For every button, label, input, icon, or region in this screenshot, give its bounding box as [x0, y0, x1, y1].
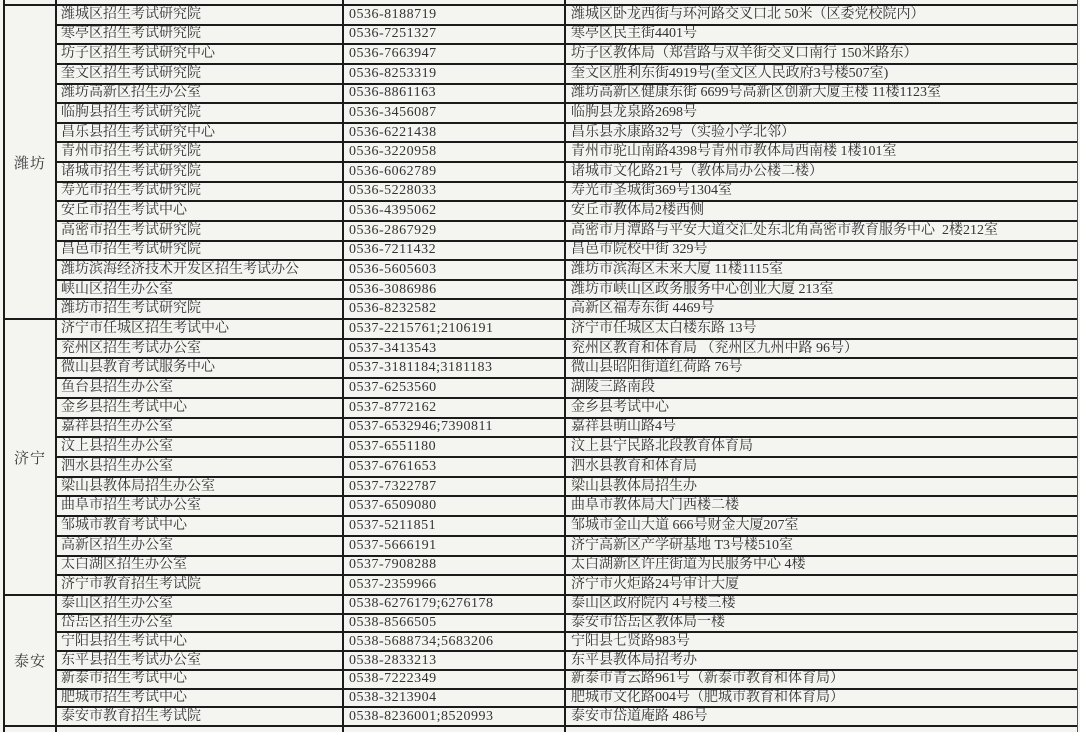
table-row	[57, 259, 1077, 279]
office-name-cell: 昌邑市招生考试研究院	[57, 242, 344, 260]
office-name-cell: 鱼台县招生办公室	[57, 379, 344, 397]
office-name-cell: 奎文区招生考试研究院	[57, 65, 344, 83]
address-cell: 高新区福寿东街 4469号	[571, 301, 715, 317]
office-name-cell: 泰山区招生办公室	[57, 596, 344, 613]
partial-office-cell	[57, 727, 344, 732]
address-cell: 东平县教体局招考办	[571, 652, 697, 668]
address-cell: 太白湖新区许庄街道为民服务中心 4楼	[571, 557, 806, 573]
exam-offices-table	[3, 0, 1078, 732]
table-row	[57, 555, 1077, 575]
phone-cell: 0537-3181184;3181183	[344, 359, 566, 377]
table-row	[57, 6, 1077, 24]
phone-cell: 0536-7211432	[344, 242, 566, 260]
office-name-cell: 峡山区招生办公室	[57, 281, 344, 299]
office-name-cell: 微山县教育考试服务中心	[57, 359, 344, 377]
address-cell: 汶上县宁民路北段教育体育局	[571, 439, 753, 455]
partial-city-cell	[5, 727, 57, 732]
city-section	[5, 6, 1077, 320]
phone-cell: 0536-4395062	[344, 202, 566, 220]
address-cell: 寒亭区民主街4401号	[571, 26, 697, 42]
phone-cell: 0537-2359966	[344, 576, 566, 594]
table-row	[57, 141, 1077, 161]
address-cell: 曲阜市教体局大门西楼二楼	[571, 498, 739, 514]
phone-cell: 0536-8253319	[344, 65, 566, 83]
phone-cell: 0536-3220958	[344, 143, 566, 161]
phone-cell: 0538-3213904	[344, 690, 566, 707]
address-cell: 青州市驼山南路4398号青州市教体局西南楼 1楼101室	[571, 144, 897, 160]
phone-cell: 0537-6509080	[344, 497, 566, 515]
city-label: 济宁	[5, 320, 57, 594]
address-cell: 潍坊市滨海区未来大厦 11楼1115室	[571, 261, 783, 277]
address-cell: 安丘市教体局2楼西侧	[571, 203, 704, 219]
address-cell: 泰山区政府院内 4号楼三楼	[571, 596, 736, 612]
table-row	[57, 669, 1077, 688]
address-cell: 坊子区教体局（郑营路与双羊街交叉口南行 150米路东）	[571, 46, 918, 62]
office-name-cell: 昌乐县招生考试研究中心	[57, 124, 344, 142]
phone-cell: 0538-7222349	[344, 671, 566, 688]
partial-address-cell	[566, 0, 1077, 4]
office-name-cell: 嘉祥县招生办公室	[57, 419, 344, 437]
table-row	[57, 397, 1077, 417]
section-rows	[57, 596, 1077, 725]
office-name-cell: 兖州区招生考试办公室	[57, 340, 344, 358]
partial-address-cell	[566, 727, 1077, 732]
table-row	[57, 279, 1077, 299]
phone-cell: 0536-7251327	[344, 26, 566, 44]
phone-cell: 0536-2867929	[344, 222, 566, 240]
table-row	[57, 631, 1077, 650]
table-row	[57, 436, 1077, 456]
table-bottom-partial-row	[5, 727, 1077, 732]
table-row	[57, 220, 1077, 240]
phone-cell: 0537-5666191	[344, 537, 566, 555]
table-row	[57, 596, 1077, 613]
phone-cell: 0537-7322787	[344, 478, 566, 496]
address-cell: 济宁市火炬路24号审计大厦	[571, 577, 739, 593]
address-cell: 湖陵三路南段	[571, 380, 655, 396]
office-name-cell: 潍坊高新区招生办公室	[57, 85, 344, 103]
phone-cell: 0537-3413543	[344, 340, 566, 358]
table-row	[57, 43, 1077, 63]
table-row	[57, 161, 1077, 181]
office-name-cell: 曲阜市招生考试办公室	[57, 497, 344, 515]
table-row	[57, 240, 1077, 260]
address-cell: 嘉祥县萌山路4号	[571, 419, 676, 435]
office-name-cell: 寿光市招生考试研究院	[57, 183, 344, 201]
office-name-cell: 寒亭区招生考试研究院	[57, 26, 344, 44]
office-name-cell: 新泰市招生考试中心	[57, 671, 344, 688]
table-row	[57, 574, 1077, 594]
partial-city-cell	[5, 0, 57, 4]
office-name-cell: 济宁市任城区招生考试中心	[57, 320, 344, 338]
phone-cell: 0538-5688734;5683206	[344, 633, 566, 650]
office-name-cell: 岱岳区招生办公室	[57, 615, 344, 632]
address-cell: 高密市月潭路与平安大道交汇处东北角高密市教育服务中心 2楼212室	[571, 222, 998, 238]
address-cell: 济宁市任城区太白楼东路 13号	[571, 320, 757, 336]
office-name-cell: 安丘市招生考试中心	[57, 202, 344, 220]
phone-cell: 0536-6221438	[344, 124, 566, 142]
office-name-cell: 潍坊市招生考试研究院	[57, 300, 344, 318]
phone-cell: 0538-8236001;8520993	[344, 708, 566, 725]
table-row	[57, 357, 1077, 377]
office-name-cell: 太白湖区招生办公室	[57, 557, 344, 575]
office-name-cell: 诸城市招生考试研究院	[57, 163, 344, 181]
address-cell: 泰安市岱道庵路 486号	[571, 708, 708, 724]
phone-cell: 0536-7663947	[344, 45, 566, 63]
table-row	[57, 122, 1077, 142]
table-row	[57, 181, 1077, 201]
address-cell: 金乡县考试中心	[571, 399, 669, 415]
address-cell: 潍城区卧龙西街与环河路交叉口北 50米（区委党校院内）	[571, 6, 925, 22]
office-name-cell: 东平县招生考试办公室	[57, 652, 344, 669]
table-row	[57, 377, 1077, 397]
partial-phone-cell	[344, 727, 566, 732]
phone-cell: 0537-2215761;2106191	[344, 320, 566, 338]
address-cell: 泰安市岱岳区教体局一楼	[571, 615, 725, 631]
address-cell: 新泰市青云路961号（新泰市教育和体育局）	[571, 671, 844, 687]
address-cell: 济宁高新区产学研基地 T3号楼510室	[571, 537, 794, 553]
office-name-cell: 济宁市教育招生考试院	[57, 576, 344, 594]
phone-cell: 0538-6276179;6276178	[344, 596, 566, 613]
phone-cell: 0537-8772162	[344, 399, 566, 417]
phone-cell: 0536-3086986	[344, 281, 566, 299]
table-row	[57, 24, 1077, 44]
office-name-cell: 高新区招生办公室	[57, 537, 344, 555]
office-name-cell: 邹城市教育考试中心	[57, 517, 344, 535]
table-row	[57, 688, 1077, 707]
table-row	[57, 102, 1077, 122]
phone-cell: 0536-5605603	[344, 261, 566, 279]
table-row	[57, 495, 1077, 515]
phone-cell: 0536-6062789	[344, 163, 566, 181]
city-section	[5, 320, 1077, 596]
address-cell: 兖州区教育和体育局 （兖州区九州中路 96号）	[571, 340, 858, 356]
phone-cell: 0537-7908288	[344, 557, 566, 575]
address-cell: 潍坊高新区健康东街 6699号高新区创新大厦主楼 11楼1123室	[571, 85, 941, 101]
office-name-cell: 金乡县招生考试中心	[57, 399, 344, 417]
phone-cell: 0536-8232582	[344, 300, 566, 318]
table-row	[57, 63, 1077, 83]
partial-phone-cell	[344, 0, 566, 4]
table-row	[57, 200, 1077, 220]
office-name-cell: 宁阳县招生考试中心	[57, 633, 344, 650]
office-name-cell: 临朐县招生考试研究院	[57, 104, 344, 122]
table-row	[57, 535, 1077, 555]
table-row	[57, 706, 1077, 725]
office-name-cell: 高密市招生考试研究院	[57, 222, 344, 240]
office-name-cell: 潍城区招生考试研究院	[57, 6, 344, 24]
phone-cell: 0537-6761653	[344, 458, 566, 476]
office-name-cell: 泰安市教育招生考试院	[57, 708, 344, 725]
address-cell: 潍坊市峡山区政务服务中心创业大厦 213室	[571, 281, 834, 297]
phone-cell: 0536-3456087	[344, 104, 566, 122]
city-section	[5, 596, 1077, 727]
address-cell: 奎文区胜利东街4919号(奎文区人民政府3号楼507室)	[571, 65, 889, 81]
address-cell: 寿光市圣城街369号1304室	[571, 183, 732, 199]
table-row	[57, 83, 1077, 103]
address-cell: 诸城市文化路21号（教体局办公楼二楼）	[571, 163, 823, 179]
address-cell: 梁山县教体局招生办	[571, 478, 697, 494]
office-name-cell: 肥城市招生考试中心	[57, 690, 344, 707]
phone-cell: 0536-8861163	[344, 85, 566, 103]
table-row	[57, 515, 1077, 535]
office-name-cell: 泗水县招生办公室	[57, 458, 344, 476]
address-cell: 泗水县教育和体育局	[571, 458, 697, 474]
phone-cell: 0537-6253560	[344, 379, 566, 397]
address-cell: 微山县昭阳街道红荷路 76号	[571, 360, 743, 376]
phone-cell: 0537-5211851	[344, 517, 566, 535]
phone-cell: 0536-8188719	[344, 6, 566, 24]
address-cell: 宁阳县七贤路983号	[571, 633, 690, 649]
table-row	[57, 338, 1077, 358]
table-row	[57, 320, 1077, 338]
phone-cell: 0537-6532946;7390811	[344, 419, 566, 437]
office-name-cell: 梁山县教体局招生办公室	[57, 478, 344, 496]
address-cell: 邹城市金山大道 666号财金大厦207室	[571, 518, 799, 534]
office-name-cell: 汶上县招生办公室	[57, 438, 344, 456]
city-label: 潍坊	[5, 6, 57, 318]
address-cell: 昌邑市院校中街 329号	[571, 242, 708, 258]
section-rows	[57, 320, 1077, 594]
section-rows	[57, 6, 1077, 318]
table-row	[57, 613, 1077, 632]
address-cell: 肥城市文化路004号（肥城市教育和体育局）	[571, 689, 844, 705]
address-cell: 昌乐县永康路32号（实验小学北邻）	[571, 124, 795, 140]
table-row	[57, 456, 1077, 476]
office-name-cell: 青州市招生考试研究院	[57, 143, 344, 161]
city-label: 泰安	[5, 596, 57, 725]
phone-cell: 0538-2833213	[344, 652, 566, 669]
address-cell: 临朐县龙泉路2698号	[571, 104, 697, 120]
phone-cell: 0538-8566505	[344, 615, 566, 632]
table-row	[57, 298, 1077, 318]
table-row	[57, 476, 1077, 496]
office-name-cell: 坊子区招生考试研究中心	[57, 45, 344, 63]
table-row	[57, 650, 1077, 669]
table-row	[57, 417, 1077, 437]
phone-cell: 0536-5228033	[344, 183, 566, 201]
partial-office-cell	[57, 0, 344, 4]
phone-cell: 0537-6551180	[344, 438, 566, 456]
office-name-cell: 潍坊滨海经济技术开发区招生考试办公	[57, 261, 344, 279]
